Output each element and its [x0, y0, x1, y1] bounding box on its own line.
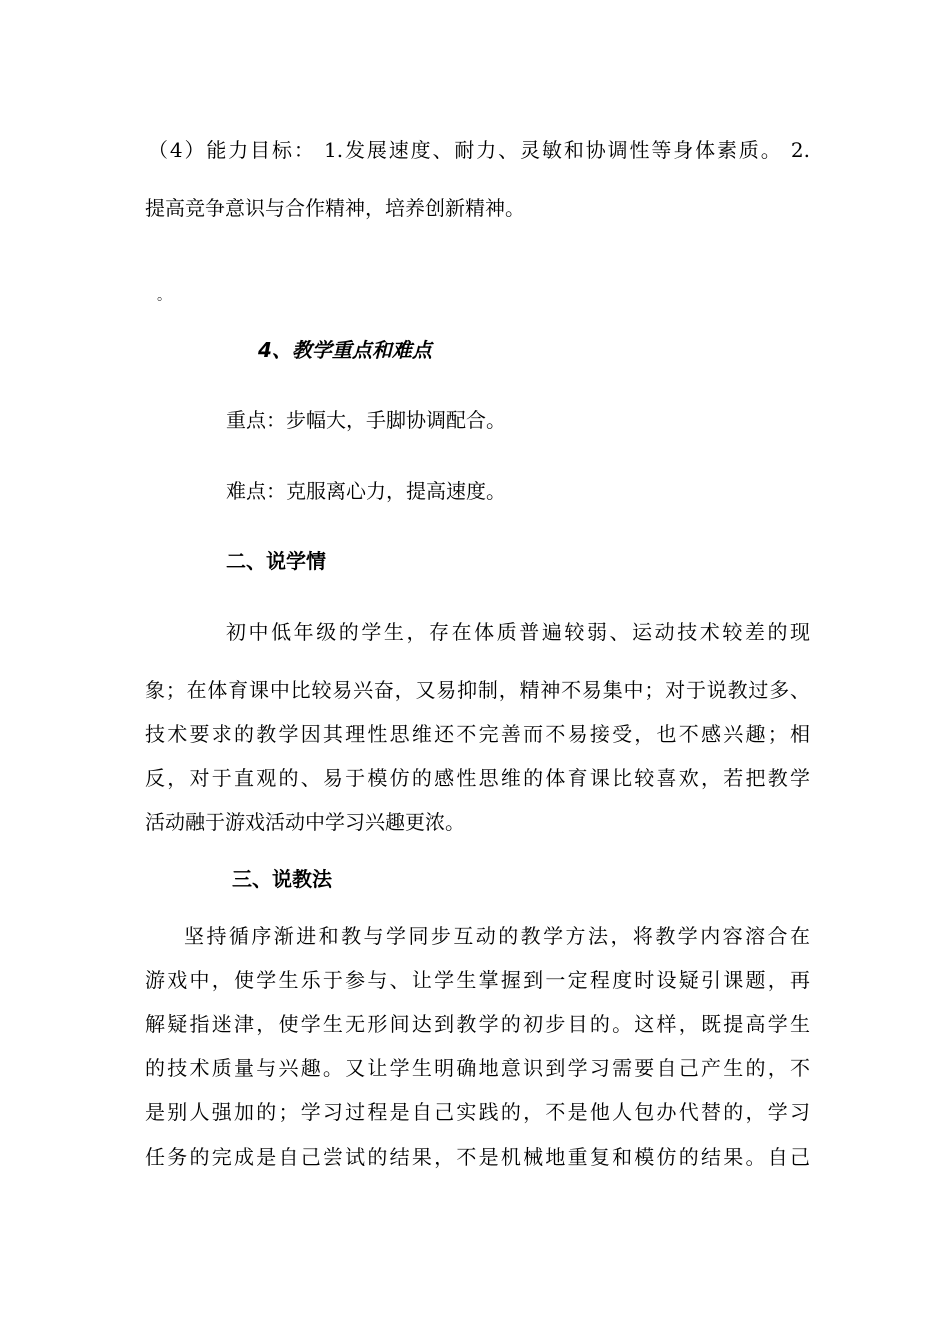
- section-2-line-2: 象；在体育课中比较易兴奋，又易抑制，精神不易集中；对于说教过多、: [145, 678, 810, 702]
- section-4-heading: 4、教学重点和难点: [258, 338, 432, 362]
- section-3-line-2: 游戏中，使学生乐于参与、让学生掌握到一定程度时设疑引课题，再: [145, 968, 810, 992]
- section-3-line-6: 任务的完成是自己尝试的结果，不是机械地重复和模仿的结果。自己: [145, 1145, 810, 1169]
- key-point-text: 重点：步幅大，手脚协调配合。: [226, 408, 506, 432]
- ability-goal-line-1: （4）能力目标： 1.发展速度、耐力、灵敏和协调性等身体素质。 2.: [148, 138, 810, 162]
- section-2-line-1: 初中低年级的学生，存在体质普遍较弱、运动技术较差的现: [226, 620, 810, 644]
- section-2-line-3: 技术要求的教学因其理性思维还不完善而不易接受，也不感兴趣；相: [145, 722, 810, 746]
- section-2-line-4: 反，对于直观的、易于模仿的感性思维的体育课比较喜欢，若把教学: [145, 766, 810, 790]
- section-2-line-5: 活动融于游戏活动中学习兴趣更浓。: [145, 810, 465, 834]
- section-3-line-1: 坚持循序渐进和教与学同步互动的教学方法，将教学内容溶合在: [184, 924, 810, 948]
- section-3-line-3: 解疑指迷津，使学生无形间达到教学的初步目的。这样，既提高学生: [145, 1012, 810, 1036]
- section-3-heading: 三、说教法: [232, 867, 332, 891]
- stray-mark: 。: [157, 288, 171, 304]
- section-3-line-5: 是别人强加的；学习过程是自己实践的，不是他人包办代替的，学习: [145, 1100, 810, 1124]
- difficulty-text: 难点：克服离心力，提高速度。: [226, 479, 506, 503]
- section-2-heading: 二、说学情: [226, 549, 326, 573]
- ability-goal-line-2: 提高竞争意识与合作精神，培养创新精神。: [145, 196, 525, 220]
- section-3-line-4: 的技术质量与兴趣。又让学生明确地意识到学习需要自己产生的，不: [145, 1056, 810, 1080]
